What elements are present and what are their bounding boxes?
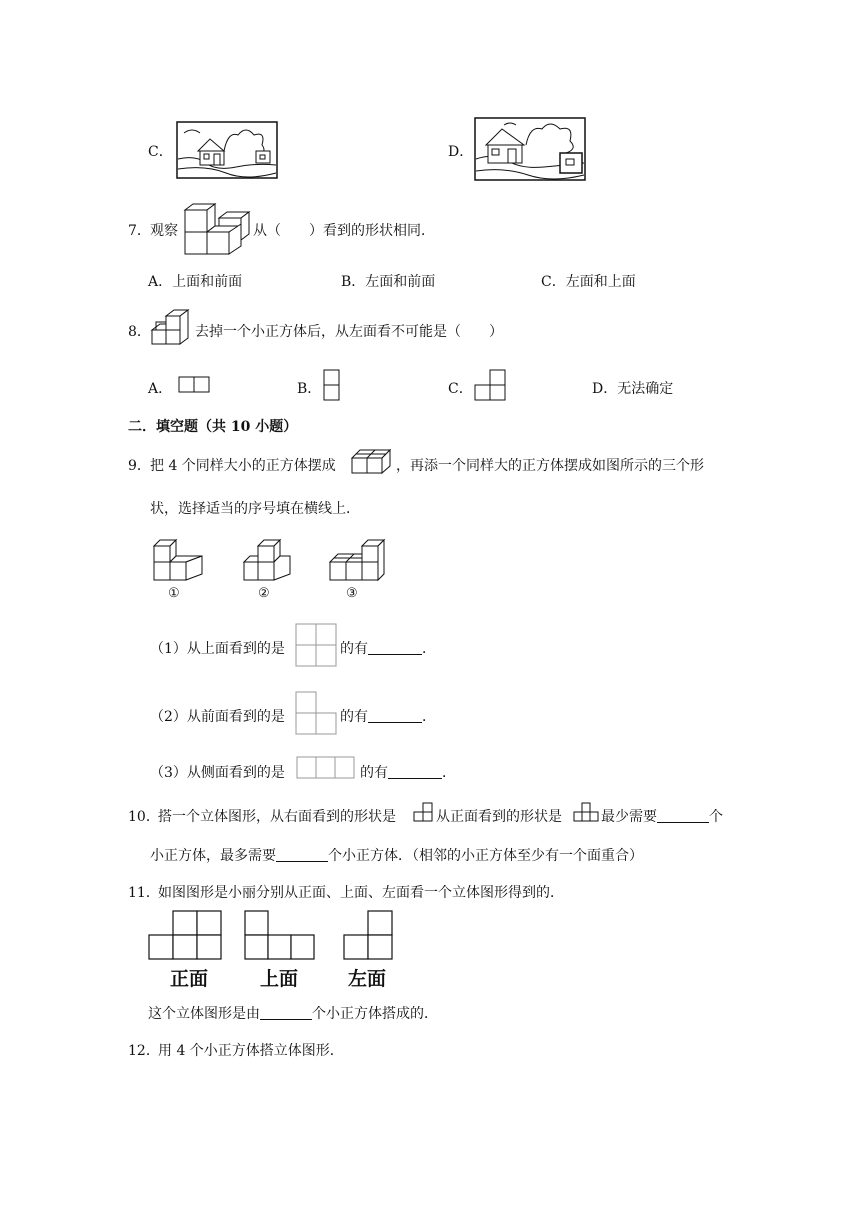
- q10-front-view-figure: [572, 802, 600, 822]
- q8-cube-figure: [150, 306, 192, 350]
- q11-front-view-figure: [148, 910, 222, 960]
- q9-sub1-end: ．: [422, 641, 436, 657]
- q7-cube-figure: [183, 202, 253, 258]
- q12-text: 用 4 个小正方体搭立体图形．: [158, 1043, 344, 1059]
- q9-figure-2: [242, 538, 292, 584]
- q8-question-text: 去掉一个小正方体后，从左面看不可能是（ ）: [195, 324, 503, 340]
- q9-sub3-text: （3）从侧面看到的是: [150, 765, 285, 781]
- q9-number: 9．: [128, 458, 151, 474]
- q9-line1-b: ，再添一个同样大的正方体摆成如图所示的三个形: [396, 458, 704, 474]
- q8-option-b-figure: [323, 369, 341, 401]
- q9-line1-a: 把 4 个同样大小的正方体摆成: [150, 458, 336, 474]
- section-title: 二．填空题（共 10 小题）: [128, 419, 298, 435]
- q8-option-b-label: B．: [297, 381, 322, 397]
- q10-line2: [150, 845, 643, 865]
- q11-label-left: 左面: [348, 968, 387, 990]
- q10-right-view-figure: [412, 802, 434, 822]
- q10-min-label: 最少需要: [601, 809, 657, 825]
- q9-sub1-tail: [340, 638, 436, 658]
- q9-sub3-you: 的有: [360, 765, 388, 781]
- q9-sub1-text: （1）从上面看到的是: [150, 641, 285, 657]
- q11-blank[interactable]: [260, 1005, 312, 1020]
- q6-option-c-label: C．: [148, 144, 173, 160]
- q10-line2-a: 小正方体，最多需要: [150, 848, 276, 864]
- q11-answer: [148, 1003, 438, 1023]
- q9-figure-label-3: ③: [346, 586, 358, 601]
- q8-option-a-label: A．: [148, 381, 173, 397]
- house-picture-c: [176, 121, 278, 179]
- q10-line1-b: 从正面看到的形状是: [436, 809, 562, 825]
- q9-sub2-tail: [340, 706, 436, 726]
- q9-sub2-figure: [295, 691, 337, 735]
- q7-option-a: A．上面和前面: [148, 274, 243, 290]
- q10-line1-tail: [601, 806, 723, 826]
- q7-option-b: B．左面和前面: [341, 274, 436, 290]
- q9-figure-label-2: ②: [258, 586, 270, 601]
- q11-top-view-figure: [244, 910, 316, 960]
- q9-sub1-you: 的有: [340, 641, 368, 657]
- q10-min-blank[interactable]: [657, 808, 709, 823]
- q12-number: 12．: [128, 1043, 160, 1059]
- q11-label-top: 上面: [260, 968, 299, 990]
- q9-sub2-you: 的有: [340, 709, 368, 725]
- q8-number: 8．: [128, 324, 151, 340]
- q10-line1-a: 搭一个立体图形，从右面看到的形状是: [158, 809, 396, 825]
- q11-number: 11．: [128, 885, 160, 901]
- q9-line2: 状，选择适当的序号填在横线上．: [150, 501, 360, 517]
- q9-sub3-figure: [296, 756, 356, 780]
- q8-option-c-label: C．: [448, 381, 473, 397]
- q9-figure-label-1: ①: [168, 586, 180, 601]
- house-picture-d: [474, 117, 586, 181]
- q9-sub3-tail: [360, 762, 456, 782]
- q11-answer-a: 这个立体图形是由: [148, 1006, 260, 1022]
- q10-number: 10．: [128, 809, 160, 825]
- q9-sub2-text: （2）从前面看到的是: [150, 709, 285, 725]
- q11-label-front: 正面: [170, 968, 209, 990]
- q9-figure-3: [328, 538, 386, 584]
- q7-option-c: C．左面和上面: [541, 274, 636, 290]
- q8-option-a-figure: [178, 376, 210, 394]
- q9-sub3-end: ．: [442, 765, 456, 781]
- q11-left-view-figure: [343, 910, 393, 960]
- q8-option-c-figure: [474, 369, 507, 401]
- q7-question-text: 从（ ）看到的形状相同．: [253, 223, 435, 239]
- q8-option-d: D．无法确定: [592, 381, 674, 397]
- q9-sub3-blank[interactable]: [388, 764, 442, 779]
- q9-sub1-blank[interactable]: [368, 640, 422, 655]
- q11-text: 如图图形是小丽分别从正面、上面、左面看一个立体图形得到的．: [158, 885, 564, 901]
- q10-max-blank[interactable]: [276, 847, 328, 862]
- q10-line1-unit: 个: [709, 809, 723, 825]
- q9-figure-1: [152, 538, 204, 584]
- q9-base-cubes: [350, 446, 394, 478]
- q9-sub1-figure: [295, 623, 337, 667]
- q7-prefix: 观察: [150, 223, 178, 239]
- q11-answer-b: 个小正方体搭成的．: [312, 1006, 438, 1022]
- q9-sub2-blank[interactable]: [368, 708, 422, 723]
- q10-line2-b: 个小正方体．（相邻的小正方体至少有一个面重合）: [328, 848, 643, 864]
- q6-option-d-label: D．: [448, 144, 474, 160]
- q7-number: 7．: [128, 223, 151, 239]
- q9-sub2-end: ．: [422, 709, 436, 725]
